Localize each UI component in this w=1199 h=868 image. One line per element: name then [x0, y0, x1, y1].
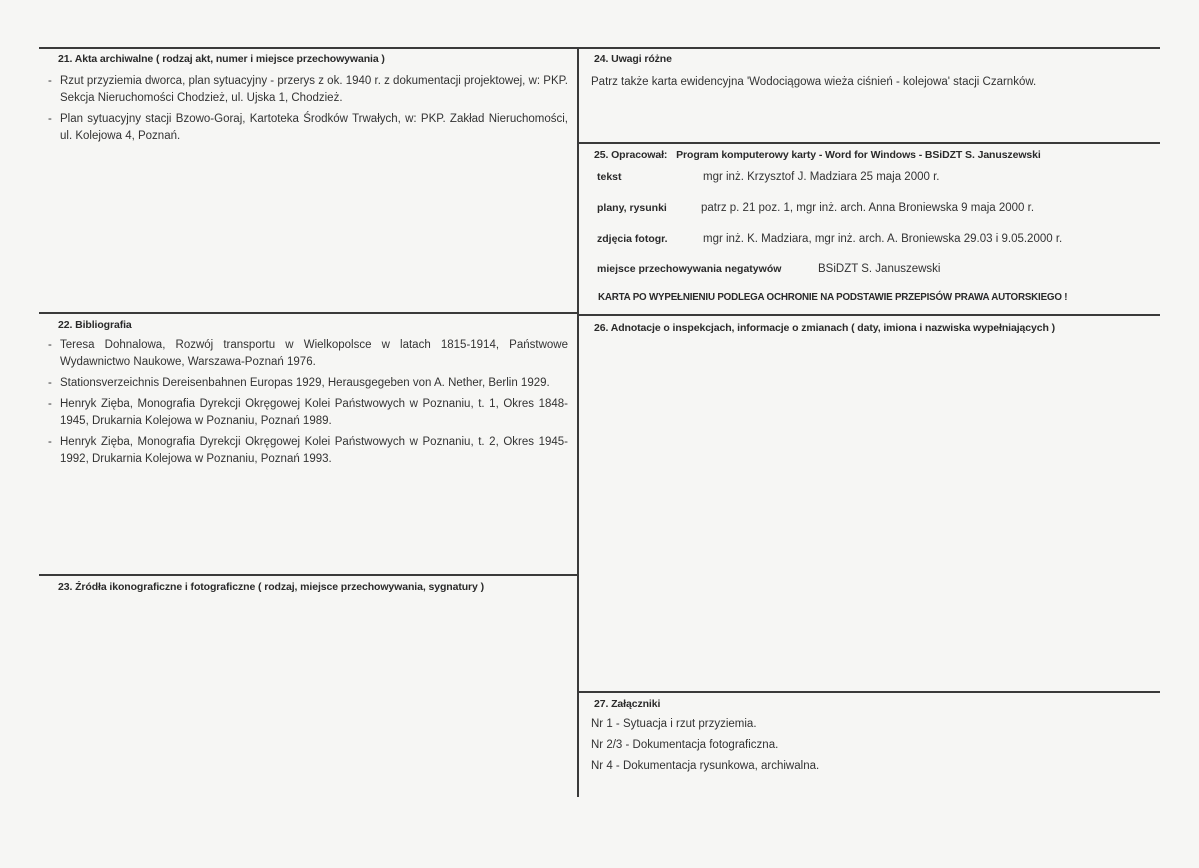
list-item: - Rzut przyziemia dworca, plan sytuacyjny - przerys z ok. 1940 r. z dokumentacji projektowej, w: PKP. Sekcja Nieruchomości Chodzież, ul. Ujska 1, Chodzież.	[48, 75, 568, 104]
section-22-heading: 22. Bibliografia	[58, 319, 132, 331]
author-row-text	[597, 171, 1157, 187]
attachment-item: Nr 1 - Sytuacja i rzut przyziemia.	[591, 718, 757, 730]
row-label: zdjęcia fotogr.	[597, 233, 668, 245]
column-divider	[577, 47, 579, 797]
list-item: - Henryk Zięba, Monografia Dyrekcji Okręgowej Kolei Państwowych w Poznaniu, t. 1, Okres 1848-1945, Drukarnia Kolejowa w Poznaniu, Poznań 1989.	[48, 398, 568, 427]
row-label: plany, rysunki	[597, 202, 667, 214]
section-25-heading	[594, 149, 1041, 161]
rule-right-27	[577, 691, 1160, 693]
section-21-heading: 21. Akta archiwalne ( rodzaj akt, numer i miejsce przechowywania )	[58, 53, 385, 65]
attachment-item: Nr 4 - Dokumentacja rysunkowa, archiwalna.	[591, 760, 820, 772]
author-row-plans	[597, 202, 1157, 218]
list-item: - Plan sytuacyjny stacji Bzowo-Goraj, Kartoteka Środków Trwałych, w: PKP. Zakład Nieruchomości, ul. Kolejowa 4, Poznań.	[48, 113, 568, 142]
section-22-list	[48, 337, 568, 472]
rule-left-23	[39, 574, 577, 576]
list-item: - Henryk Zięba, Monografia Dyrekcji Okręgowej Kolei Państwowych w Poznaniu, t. 2, Okres 1945-1992, Drukarnia Kolejowa w Poznaniu, Poznań 1993.	[48, 436, 568, 465]
row-value: mgr inż. K. Madziara, mgr inż. arch. A. Broniewska 29.03 i 9.05.2000 r.	[703, 233, 1063, 245]
attachment-item: Nr 2/3 - Dokumentacja fotograficzna.	[591, 739, 779, 751]
author-row-negatives	[597, 263, 1157, 279]
row-value: mgr inż. Krzysztof J. Madziara 25 maja 2000 r.	[703, 171, 940, 183]
rule-right-25	[577, 142, 1160, 144]
section-27-heading: 27. Załączniki	[594, 698, 661, 710]
rule-right-26	[577, 314, 1160, 316]
section-23-heading: 23. Źródła ikonograficzne i fotograficzne ( rodzaj, miejsce przechowywania, sygnatury )	[58, 581, 484, 593]
section-21-list	[48, 73, 568, 149]
section-24-text: Patrz także karta ewidencyjna 'Wodociągowa wieża ciśnień - kolejowa' stacji Czarnków.	[591, 76, 1037, 88]
row-value: patrz p. 21 poz. 1, mgr inż. arch. Anna Broniewska 9 maja 2000 r.	[701, 202, 1035, 214]
section-26-heading: 26. Adnotacje o inspekcjach, informacje o zmianach ( daty, imiona i nazwiska wypełniających )	[594, 322, 1056, 334]
list-item: - Teresa Dohnalowa, Rozwój transportu w Wielkopolsce w latach 1815-1914, Państwowe Wydawnictwo Naukowe, Warszawa-Poznań 1976.	[48, 339, 568, 368]
top-rule	[39, 47, 1160, 49]
author-row-photos	[597, 233, 1157, 249]
row-value: BSiDZT S. Januszewski	[818, 263, 941, 275]
section-25-label: 25. Opracował:	[594, 149, 668, 161]
row-label: miejsce przechowywania negatywów	[597, 263, 782, 275]
section-25-program: Program komputerowy karty - Word for Windows - BSiDZT S. Januszewski	[676, 149, 1041, 161]
rule-left-22	[39, 312, 577, 314]
copyright-notice: KARTA PO WYPEŁNIENIU PODLEGA OCHRONIE NA PODSTAWIE PRZEPISÓW PRAWA AUTORSKIEGO !	[598, 292, 1068, 303]
list-item: - Stationsverzeichnis Dereisenbahnen Europas 1929, Herausgegeben von A. Nether, Berlin 1929.	[48, 377, 550, 389]
section-24-heading: 24. Uwagi różne	[594, 53, 672, 65]
row-label: tekst	[597, 171, 622, 183]
